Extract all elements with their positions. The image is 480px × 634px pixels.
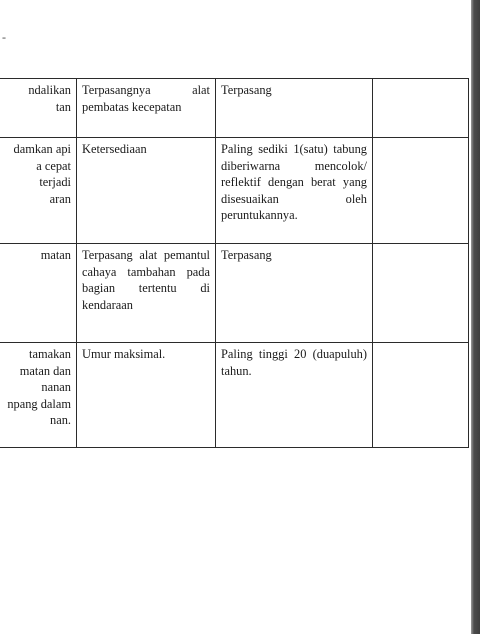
table-cell-aspect — [0, 138, 77, 244]
table-cell-standard: Terpasang — [216, 79, 373, 138]
table-row — [0, 79, 469, 138]
table-row — [0, 244, 469, 343]
table-cell-indicator: Terpasang alat pemantul cahaya tambahan pada bagian tertentu di kendaraan — [77, 244, 216, 343]
table-cell-indicator: Terpasangnya alat pembatas kecepatan — [77, 79, 216, 138]
cell-text-line: aran — [49, 191, 71, 206]
table-row — [0, 343, 469, 448]
table-cell-indicator: Ketersediaan — [77, 138, 216, 244]
cell-text-line: tamakan — [29, 347, 71, 361]
table-row — [0, 138, 469, 244]
cell-text-line: damkan api — [13, 142, 71, 156]
table-cell-aspect — [0, 244, 77, 343]
page-marker: - — [2, 30, 6, 44]
scan-edge-shadow — [471, 0, 480, 634]
table-cell-standard: Terpasang — [216, 244, 373, 343]
table-cell-notes — [373, 244, 469, 343]
requirements-table — [0, 78, 469, 448]
table-cell-indicator: Umur maksimal. — [77, 343, 216, 448]
table-cell-notes — [373, 79, 469, 138]
cell-text-line: matan dan — [19, 363, 71, 378]
cell-text-line: matan — [40, 248, 71, 262]
cell-text-line: tan — [55, 99, 71, 114]
cell-text-line: npang dalam — [7, 396, 71, 411]
cell-text-line: terjadi — [39, 175, 71, 190]
table-cell-notes — [373, 138, 469, 244]
table-cell-aspect — [0, 79, 77, 138]
cell-text-line: ndalikan — [28, 83, 71, 97]
table-cell-standard: Paling sediki 1(satu) tabung diberiwarna mencolok/ reflektif dengan berat yang disesuaikan oleh peruntukannya. — [216, 138, 373, 244]
cell-text-line: a cepat — [36, 158, 71, 173]
cell-text-line: nan. — [50, 413, 71, 428]
table-cell-aspect — [0, 343, 77, 448]
table-cell-standard: Paling tinggi 20 (duapuluh) tahun. — [216, 343, 373, 448]
table-cell-notes — [373, 343, 469, 448]
cell-text-line: nanan — [41, 380, 71, 395]
